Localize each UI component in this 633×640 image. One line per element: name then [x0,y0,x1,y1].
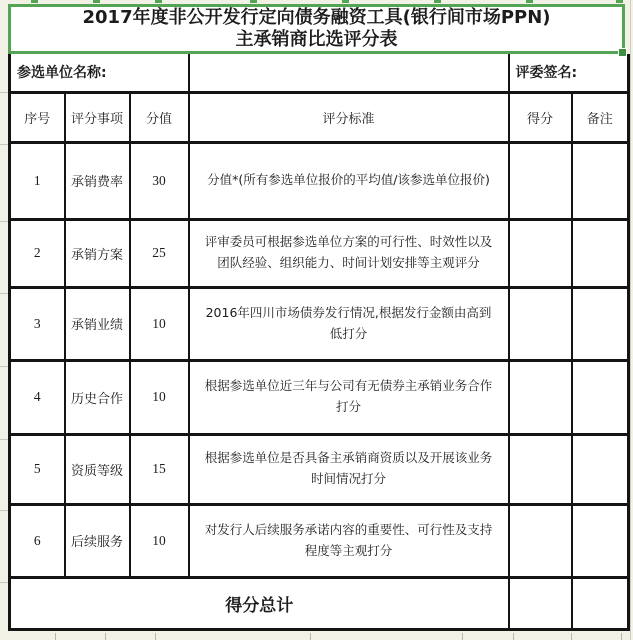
row-gridline-tick [0,92,8,93]
row-score-cell: 25 [130,219,189,287]
column-gridline-tick [155,633,156,640]
row-score-cell: 10 [130,360,189,434]
row-item-cell: 承销费率 [65,142,130,219]
row-gridline-tick [0,144,8,145]
judge-sign-label: 评委签名: [515,65,578,82]
header-remark: 备注 [572,92,629,142]
row-score-cell: 10 [130,287,189,360]
row-gridline-tick [0,582,8,583]
total-row [10,577,629,629]
row-score-cell: 30 [130,142,189,219]
info-row [10,54,629,92]
row-gridline-tick [0,293,8,294]
row-remark-input-cell[interactable] [572,219,629,287]
row-no-cell: 2 [10,219,65,287]
column-tick-mark [250,0,257,3]
row-score-cell: 15 [130,434,189,504]
row-no-cell: 4 [10,360,65,434]
column-gridline-tick [513,633,514,640]
header-row [10,92,629,142]
judge-sign-label-cell[interactable] [509,54,629,92]
row-criteria-cell: 对发行人后续服务承诺内容的重要性、可行性及支持程度等主观打分 [189,504,509,577]
header-seq: 序号 [10,92,65,142]
row-item-cell: 承销业绩 [65,287,130,360]
unit-name-label: 参选单位名称: [17,65,107,82]
row-gridline-tick [0,439,8,440]
row-criteria-cell: 评审委员可根据参选单位方案的可行性、时效性以及团队经验、组织能力、时间计划安排等主观评分 [189,219,509,287]
row-gridline-tick [0,366,8,367]
row-points-input-cell[interactable] [509,219,572,287]
row-points-input-cell[interactable] [509,287,572,360]
row-points-input-cell[interactable] [509,360,572,434]
header-criteria: 评分标准 [189,92,509,142]
column-tick-mark [93,0,100,3]
row-remark-input-cell[interactable] [572,434,629,504]
row-points-input-cell[interactable] [509,142,572,219]
title-cell[interactable] [8,4,625,54]
row-criteria-cell: 分值*(所有参选单位报价的平均值/该参选单位报价) [189,142,509,219]
column-tick-mark [526,0,533,3]
total-label-cell: 得分总计 [10,577,509,629]
table-row [10,434,629,504]
row-item-cell: 历史合作 [65,360,130,434]
column-tick-mark [616,0,623,3]
row-item-cell: 承销方案 [65,219,130,287]
column-gridline [630,0,631,640]
row-no-cell: 6 [10,504,65,577]
header-points: 得分 [509,92,572,142]
column-tick-mark [434,0,441,3]
row-item-cell: 后续服务 [65,504,130,577]
table-row [10,287,629,360]
column-gridline-tick [310,633,311,640]
column-gridline-tick [571,633,572,640]
row-gridline-tick [0,510,8,511]
column-gridline-tick [55,633,56,640]
column-gridline-tick [105,633,106,640]
column-tick-mark [31,0,38,3]
row-points-input-cell[interactable] [509,434,572,504]
row-remark-input-cell[interactable] [572,504,629,577]
total-remark-input-cell[interactable] [572,577,629,629]
row-gridline-tick [0,221,8,222]
table-row [10,142,629,219]
column-tick-mark [155,0,162,3]
table-row [10,504,629,577]
row-item-cell: 资质等级 [65,434,130,504]
row-criteria-cell: 根据参选单位是否具备主承销商资质以及开展该业务时间情况打分 [189,434,509,504]
row-criteria-cell: 2016年四川市场债券发行情况,根据发行金额由高到低打分 [189,287,509,360]
row-score-cell: 10 [130,504,189,577]
title-line-2: 主承销商比选评分表 [235,29,398,50]
column-gridline-tick [462,633,463,640]
unit-name-label-cell [10,54,189,92]
header-item: 评分事项 [65,92,130,142]
selection-fill-handle[interactable] [618,48,627,57]
row-remark-input-cell[interactable] [572,360,629,434]
table-row [10,219,629,287]
row-no-cell: 5 [10,434,65,504]
column-gridline-tick [621,633,622,640]
column-tick-mark [342,0,349,3]
row-no-cell: 1 [10,142,65,219]
row-remark-input-cell[interactable] [572,142,629,219]
row-points-input-cell[interactable] [509,504,572,577]
total-points-input-cell[interactable] [509,577,572,629]
row-no-cell: 3 [10,287,65,360]
row-remark-input-cell[interactable] [572,287,629,360]
row-criteria-cell: 根据参选单位近三年与公司有无债券主承销业务合作打分 [189,360,509,434]
unit-name-input-cell[interactable] [189,54,509,92]
scoring-table [8,54,630,631]
title-line-1: 2017年度非公开发行定向债务融资工具(银行间市场PPN) [82,7,551,28]
table-row [10,360,629,434]
header-score: 分值 [130,92,189,142]
